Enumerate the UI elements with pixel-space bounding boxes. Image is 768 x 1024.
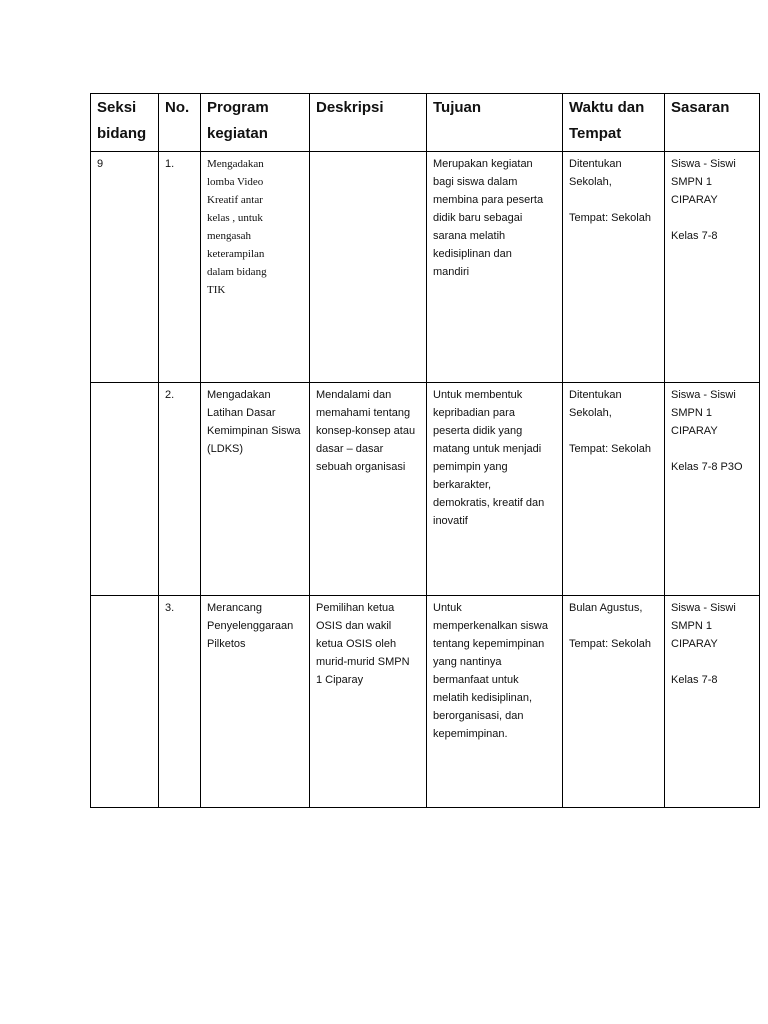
- cell-tujuan: [427, 596, 563, 808]
- cell-text-line: tentang kepemimpinan: [433, 638, 545, 650]
- cell-text-line: Untuk: [433, 602, 462, 614]
- cell-text-line: kepemimpinan.: [433, 728, 508, 740]
- header-waktu-tempat: [563, 94, 665, 152]
- header-text: kegiatan: [207, 125, 268, 142]
- cell-sasaran: [665, 383, 760, 596]
- cell-text-line: berorganisasi, dan: [433, 710, 524, 722]
- cell-waktu-tempat: [563, 383, 665, 596]
- cell-tujuan: [427, 383, 563, 596]
- cell-text-line: dalam bidang: [207, 266, 267, 278]
- cell-text-line: Latihan Dasar: [207, 407, 276, 419]
- cell-text-line: Penyelenggaraan: [207, 620, 294, 632]
- cell-text-line: Siswa - Siswi: [671, 158, 736, 170]
- cell-text-line: dasar – dasar: [316, 443, 384, 455]
- cell-text-line: Sekolah,: [569, 407, 612, 419]
- cell-text-line: Tempat: Sekolah: [569, 638, 651, 650]
- table-header-row: [91, 94, 760, 152]
- cell-text-line: lomba Video: [207, 176, 264, 188]
- header-program-kegiatan: [201, 94, 310, 152]
- cell-text-line: TIK: [207, 284, 226, 296]
- table-row: [91, 596, 760, 808]
- cell-text-line: ketua OSIS oleh: [316, 638, 397, 650]
- cell-text-line: Tempat: Sekolah: [569, 443, 651, 455]
- cell-text: 9: [97, 158, 104, 170]
- cell-text-line: mengasah: [207, 230, 251, 242]
- cell-text-line: Kemimpinan Siswa: [207, 425, 301, 437]
- cell-text-line: Bulan Agustus,: [569, 602, 643, 614]
- header-text: Seksi: [97, 99, 137, 116]
- cell-text-line: memahami tentang: [316, 407, 411, 419]
- cell-text-line: mandiri: [433, 266, 470, 278]
- header-sasaran: [665, 94, 760, 152]
- cell-text-line: yang nantinya: [433, 656, 502, 668]
- cell-text: 2.: [165, 389, 175, 401]
- cell-program-kegiatan: [201, 596, 310, 808]
- cell-text-line: Tempat: Sekolah: [569, 212, 651, 224]
- cell-text-line: Kelas 7-8 P3O: [671, 461, 743, 473]
- cell-text-line: [671, 209, 753, 227]
- cell-text-line: Siswa - Siswi: [671, 602, 736, 614]
- cell-deskripsi: [310, 152, 427, 383]
- cell-text-line: melatih kedisiplinan,: [433, 692, 533, 704]
- cell-text-line: kedisiplinan dan: [433, 248, 512, 260]
- header-text: Program: [207, 99, 269, 116]
- header-text: Sasaran: [671, 99, 730, 116]
- cell-text-line: Ditentukan: [569, 389, 622, 401]
- header-text: bidang: [97, 125, 147, 142]
- cell-text-line: [569, 191, 658, 209]
- cell-no: [159, 596, 201, 808]
- cell-text-line: (LDKS): [207, 443, 244, 455]
- cell-text-line: Pilketos: [207, 638, 246, 650]
- cell-no: [159, 383, 201, 596]
- header-seksi-bidang: [91, 94, 159, 152]
- cell-tujuan: [427, 152, 563, 383]
- header-deskripsi: [310, 94, 427, 152]
- table-row: [91, 152, 760, 383]
- cell-seksi-bidang: [91, 383, 159, 596]
- cell-no: [159, 152, 201, 383]
- cell-text-line: SMPN 1: [671, 620, 712, 632]
- cell-text-line: inovatif: [433, 515, 468, 527]
- cell-text-line: kepribadian para: [433, 407, 515, 419]
- cell-text-line: sarana melatih: [433, 230, 506, 242]
- cell-text-line: didik baru sebagai: [433, 212, 523, 224]
- cell-text-line: Kreatif antar: [207, 194, 263, 206]
- cell-text-line: Untuk membentuk: [433, 389, 523, 401]
- header-tujuan: [427, 94, 563, 152]
- cell-text-line: Kelas 7-8: [671, 230, 718, 242]
- cell-text-line: bermanfaat untuk: [433, 674, 519, 686]
- cell-text: 3.: [165, 602, 175, 614]
- header-text: Waktu dan: [569, 99, 645, 116]
- cell-text-line: Sekolah,: [569, 176, 612, 188]
- cell-text-line: CIPARAY: [671, 425, 718, 437]
- cell-text-line: Merancang: [207, 602, 263, 614]
- cell-text-line: berkarakter,: [433, 479, 492, 491]
- cell-program-kegiatan: [201, 383, 310, 596]
- cell-text-line: demokratis, kreatif dan: [433, 497, 545, 509]
- header-text: Tujuan: [433, 99, 482, 116]
- table-row: [91, 383, 760, 596]
- cell-text-line: bagi siswa dalam: [433, 176, 518, 188]
- cell-text-line: sebuah organisasi: [316, 461, 406, 473]
- cell-text-line: konsep-konsep atau: [316, 425, 416, 437]
- header-text: No.: [165, 99, 190, 116]
- cell-text-line: Siswa - Siswi: [671, 389, 736, 401]
- cell-text-line: OSIS dan wakil: [316, 620, 392, 632]
- cell-text-line: Mengadakan: [207, 389, 271, 401]
- cell-seksi-bidang: [91, 152, 159, 383]
- cell-text-line: [569, 422, 658, 440]
- cell-seksi-bidang: [91, 596, 159, 808]
- cell-text-line: Pemilihan ketua: [316, 602, 395, 614]
- cell-text-line: pemimpin yang: [433, 461, 508, 473]
- cell-sasaran: [665, 152, 760, 383]
- cell-text-line: peserta didik yang: [433, 425, 523, 437]
- cell-deskripsi: [310, 596, 427, 808]
- cell-sasaran: [665, 596, 760, 808]
- cell-deskripsi: [310, 383, 427, 596]
- cell-text-line: Kelas 7-8: [671, 674, 718, 686]
- cell-text-line: murid-murid SMPN: [316, 656, 410, 668]
- cell-program-kegiatan: [201, 152, 310, 383]
- cell-text-line: SMPN 1: [671, 176, 712, 188]
- cell-text-line: keterampilan: [207, 248, 265, 260]
- cell-text-line: kelas , untuk: [207, 212, 263, 224]
- cell-waktu-tempat: [563, 596, 665, 808]
- program-table: [90, 93, 760, 808]
- cell-text-line: membina para peserta: [433, 194, 544, 206]
- cell-text-line: matang untuk menjadi: [433, 443, 542, 455]
- header-text: Deskripsi: [316, 99, 384, 116]
- cell-text-line: CIPARAY: [671, 638, 718, 650]
- cell-text-line: [671, 440, 753, 458]
- cell-text-line: Mengadakan: [207, 158, 264, 170]
- cell-text-line: [671, 653, 753, 671]
- cell-text-line: SMPN 1: [671, 407, 712, 419]
- cell-text-line: Ditentukan: [569, 158, 622, 170]
- table-body: [91, 152, 760, 808]
- cell-text-line: Mendalami dan: [316, 389, 392, 401]
- header-no: [159, 94, 201, 152]
- cell-text-line: Merupakan kegiatan: [433, 158, 533, 170]
- cell-text: 1.: [165, 158, 175, 170]
- cell-waktu-tempat: [563, 152, 665, 383]
- cell-text-line: 1 Ciparay: [316, 674, 364, 686]
- header-text: Tempat: [569, 125, 622, 142]
- cell-text-line: memperkenalkan siswa: [433, 620, 548, 632]
- cell-text-line: [569, 617, 658, 635]
- cell-text-line: CIPARAY: [671, 194, 718, 206]
